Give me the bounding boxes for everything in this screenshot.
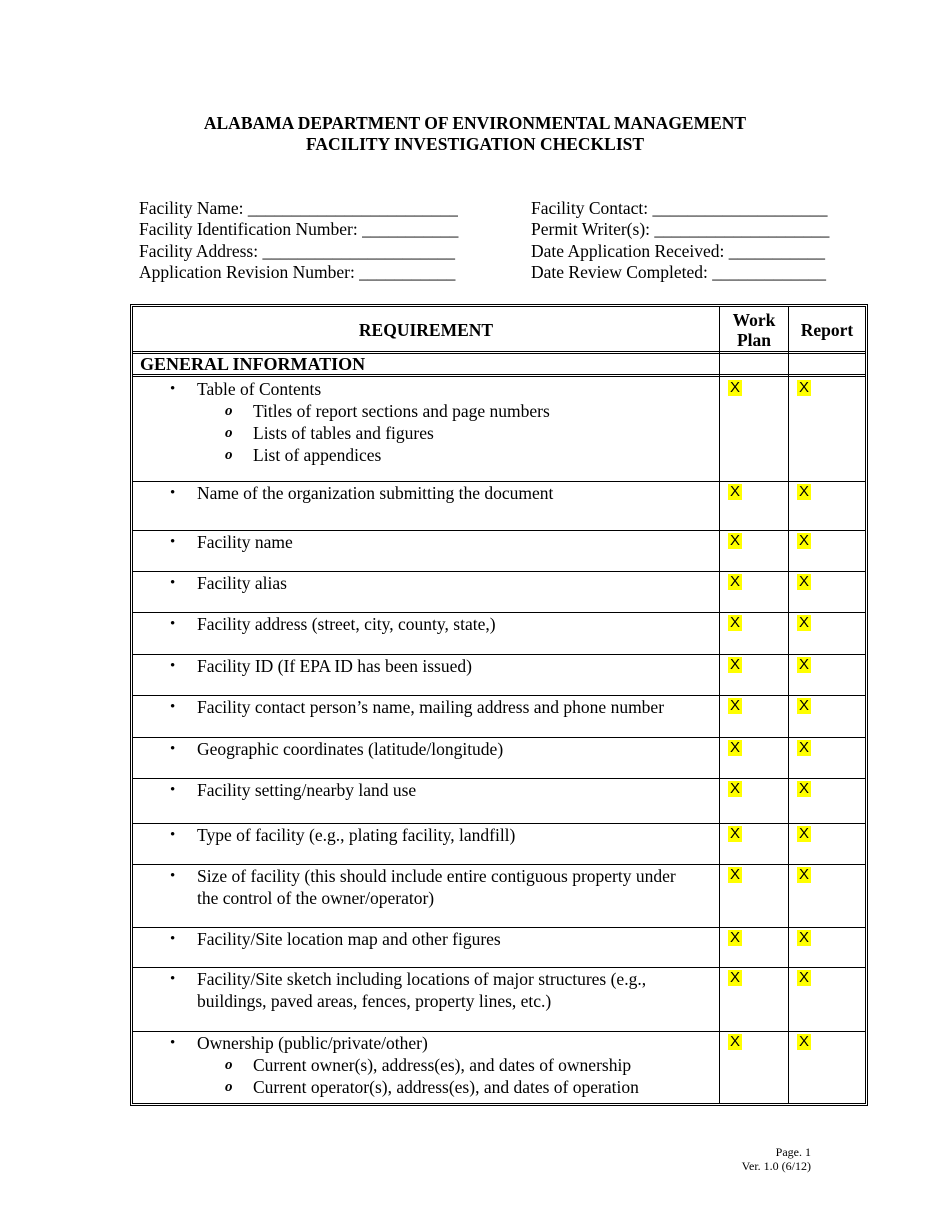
form-title: FACILITY INVESTIGATION CHECKLIST bbox=[305, 134, 645, 154]
report-mark: X bbox=[799, 656, 810, 673]
col-report-header: Report bbox=[800, 320, 854, 340]
column-divider bbox=[788, 307, 789, 1103]
row-divider bbox=[133, 864, 865, 865]
bullet-icon: • bbox=[170, 741, 176, 757]
requirement-text: Facility setting/nearby land use bbox=[197, 780, 417, 800]
requirement-text-continued: the control of the owner/operator) bbox=[197, 888, 435, 908]
row-divider bbox=[133, 823, 865, 824]
workplan-mark: X bbox=[730, 780, 741, 797]
workplan-mark: X bbox=[730, 739, 741, 756]
row-divider bbox=[133, 695, 865, 696]
date-received-field: Date Application Received: ___________ bbox=[531, 241, 826, 261]
requirement-text: Size of facility (this should include entire contiguous property under bbox=[197, 866, 676, 886]
requirement-text: Type of facility (e.g., plating facility, landfill) bbox=[197, 825, 516, 845]
permit-writer-field: Permit Writer(s): ____________________ bbox=[531, 219, 830, 239]
bullet-icon: • bbox=[170, 931, 176, 947]
bullet-icon: • bbox=[170, 827, 176, 843]
sub-bullet-icon: o bbox=[225, 425, 233, 441]
workplan-mark: X bbox=[730, 929, 741, 946]
row-divider bbox=[133, 481, 865, 482]
facility-id-field: Facility Identification Number: ___________ bbox=[139, 219, 459, 239]
report-mark: X bbox=[799, 614, 810, 631]
bullet-icon: • bbox=[170, 485, 176, 501]
sub-bullet-icon: o bbox=[225, 1079, 233, 1095]
workplan-mark: X bbox=[730, 614, 741, 631]
bullet-icon: • bbox=[170, 971, 176, 987]
sub-requirement-text: Lists of tables and figures bbox=[253, 423, 434, 443]
row-divider bbox=[133, 927, 865, 928]
bullet-icon: • bbox=[170, 658, 176, 674]
bullet-icon: • bbox=[170, 699, 176, 715]
bullet-icon: • bbox=[170, 534, 176, 550]
row-divider bbox=[133, 1031, 865, 1032]
requirement-text: Facility name bbox=[197, 532, 293, 552]
report-mark: X bbox=[799, 825, 810, 842]
row-divider bbox=[133, 612, 865, 613]
version-label: Ver. 1.0 (6/12) bbox=[741, 1159, 811, 1173]
workplan-mark: X bbox=[730, 825, 741, 842]
sub-requirement-text: Current operator(s), address(es), and dates of operation bbox=[253, 1077, 639, 1097]
report-mark: X bbox=[799, 483, 810, 500]
report-mark: X bbox=[799, 969, 810, 986]
bullet-icon: • bbox=[170, 575, 176, 591]
app-revision-field: Application Revision Number: ___________ bbox=[139, 262, 456, 282]
sub-requirement-text: Titles of report sections and page numbers bbox=[253, 401, 550, 421]
row-divider bbox=[133, 571, 865, 572]
report-mark: X bbox=[799, 1033, 810, 1050]
report-mark: X bbox=[799, 379, 810, 396]
row-divider bbox=[133, 530, 865, 531]
checklist-table bbox=[130, 304, 868, 1106]
workplan-mark: X bbox=[730, 656, 741, 673]
requirement-text: Name of the organization submitting the document bbox=[197, 483, 554, 503]
section-divider bbox=[133, 374, 865, 377]
requirement-text: Facility/Site sketch including locations of major structures (e.g., bbox=[197, 969, 647, 989]
workplan-mark: X bbox=[730, 379, 741, 396]
report-mark: X bbox=[799, 697, 810, 714]
col-plan-label: Plan bbox=[736, 330, 772, 350]
date-review-field: Date Review Completed: _____________ bbox=[531, 262, 827, 282]
report-mark: X bbox=[799, 573, 810, 590]
requirement-text: Geographic coordinates (latitude/longitude) bbox=[197, 739, 504, 759]
workplan-mark: X bbox=[730, 573, 741, 590]
workplan-mark: X bbox=[730, 532, 741, 549]
requirement-text: Table of Contents bbox=[197, 379, 322, 399]
col-work-label: Work bbox=[732, 310, 776, 330]
column-divider bbox=[719, 307, 720, 1103]
facility-address-field: Facility Address: ______________________ bbox=[139, 241, 455, 261]
row-divider bbox=[133, 967, 865, 968]
sub-bullet-icon: o bbox=[225, 403, 233, 419]
sub-bullet-icon: o bbox=[225, 1057, 233, 1073]
report-mark: X bbox=[799, 532, 810, 549]
agency-title: ALABAMA DEPARTMENT OF ENVIRONMENTAL MANAGEMENT bbox=[203, 113, 747, 133]
report-mark: X bbox=[799, 929, 810, 946]
sub-requirement-text: Current owner(s), address(es), and dates of ownership bbox=[253, 1055, 632, 1075]
requirement-text: Facility/Site location map and other figures bbox=[197, 929, 501, 949]
bullet-icon: • bbox=[170, 616, 176, 632]
row-divider bbox=[133, 778, 865, 779]
bullet-icon: • bbox=[170, 868, 176, 884]
workplan-mark: X bbox=[730, 1033, 741, 1050]
workplan-mark: X bbox=[730, 483, 741, 500]
workplan-mark: X bbox=[730, 866, 741, 883]
bullet-icon: • bbox=[170, 782, 176, 798]
workplan-mark: X bbox=[730, 697, 741, 714]
facility-name-field: Facility Name: ________________________ bbox=[139, 198, 458, 218]
row-divider bbox=[133, 737, 865, 738]
requirement-text: Facility contact person’s name, mailing address and phone number bbox=[197, 697, 665, 717]
page-number: Page. 1 bbox=[775, 1145, 811, 1159]
col-workplan-header bbox=[720, 310, 788, 350]
requirement-text-continued: buildings, paved areas, fences, property lines, etc.) bbox=[197, 991, 552, 1011]
col-requirement-header: REQUIREMENT bbox=[358, 320, 494, 340]
bullet-icon: • bbox=[170, 381, 176, 397]
sub-requirement-text: List of appendices bbox=[253, 445, 382, 465]
report-mark: X bbox=[799, 739, 810, 756]
facility-contact-field: Facility Contact: ____________________ bbox=[531, 198, 828, 218]
workplan-mark: X bbox=[730, 969, 741, 986]
requirement-text: Facility address (street, city, county, state,) bbox=[197, 614, 496, 634]
requirement-text: Facility ID (If EPA ID has been issued) bbox=[197, 656, 472, 676]
report-mark: X bbox=[799, 866, 810, 883]
section-general-information: GENERAL INFORMATION bbox=[140, 354, 366, 374]
sub-bullet-icon: o bbox=[225, 447, 233, 463]
requirement-text: Ownership (public/private/other) bbox=[197, 1033, 428, 1053]
requirement-text: Facility alias bbox=[197, 573, 287, 593]
row-divider bbox=[133, 654, 865, 655]
report-mark: X bbox=[799, 780, 810, 797]
bullet-icon: • bbox=[170, 1035, 176, 1051]
